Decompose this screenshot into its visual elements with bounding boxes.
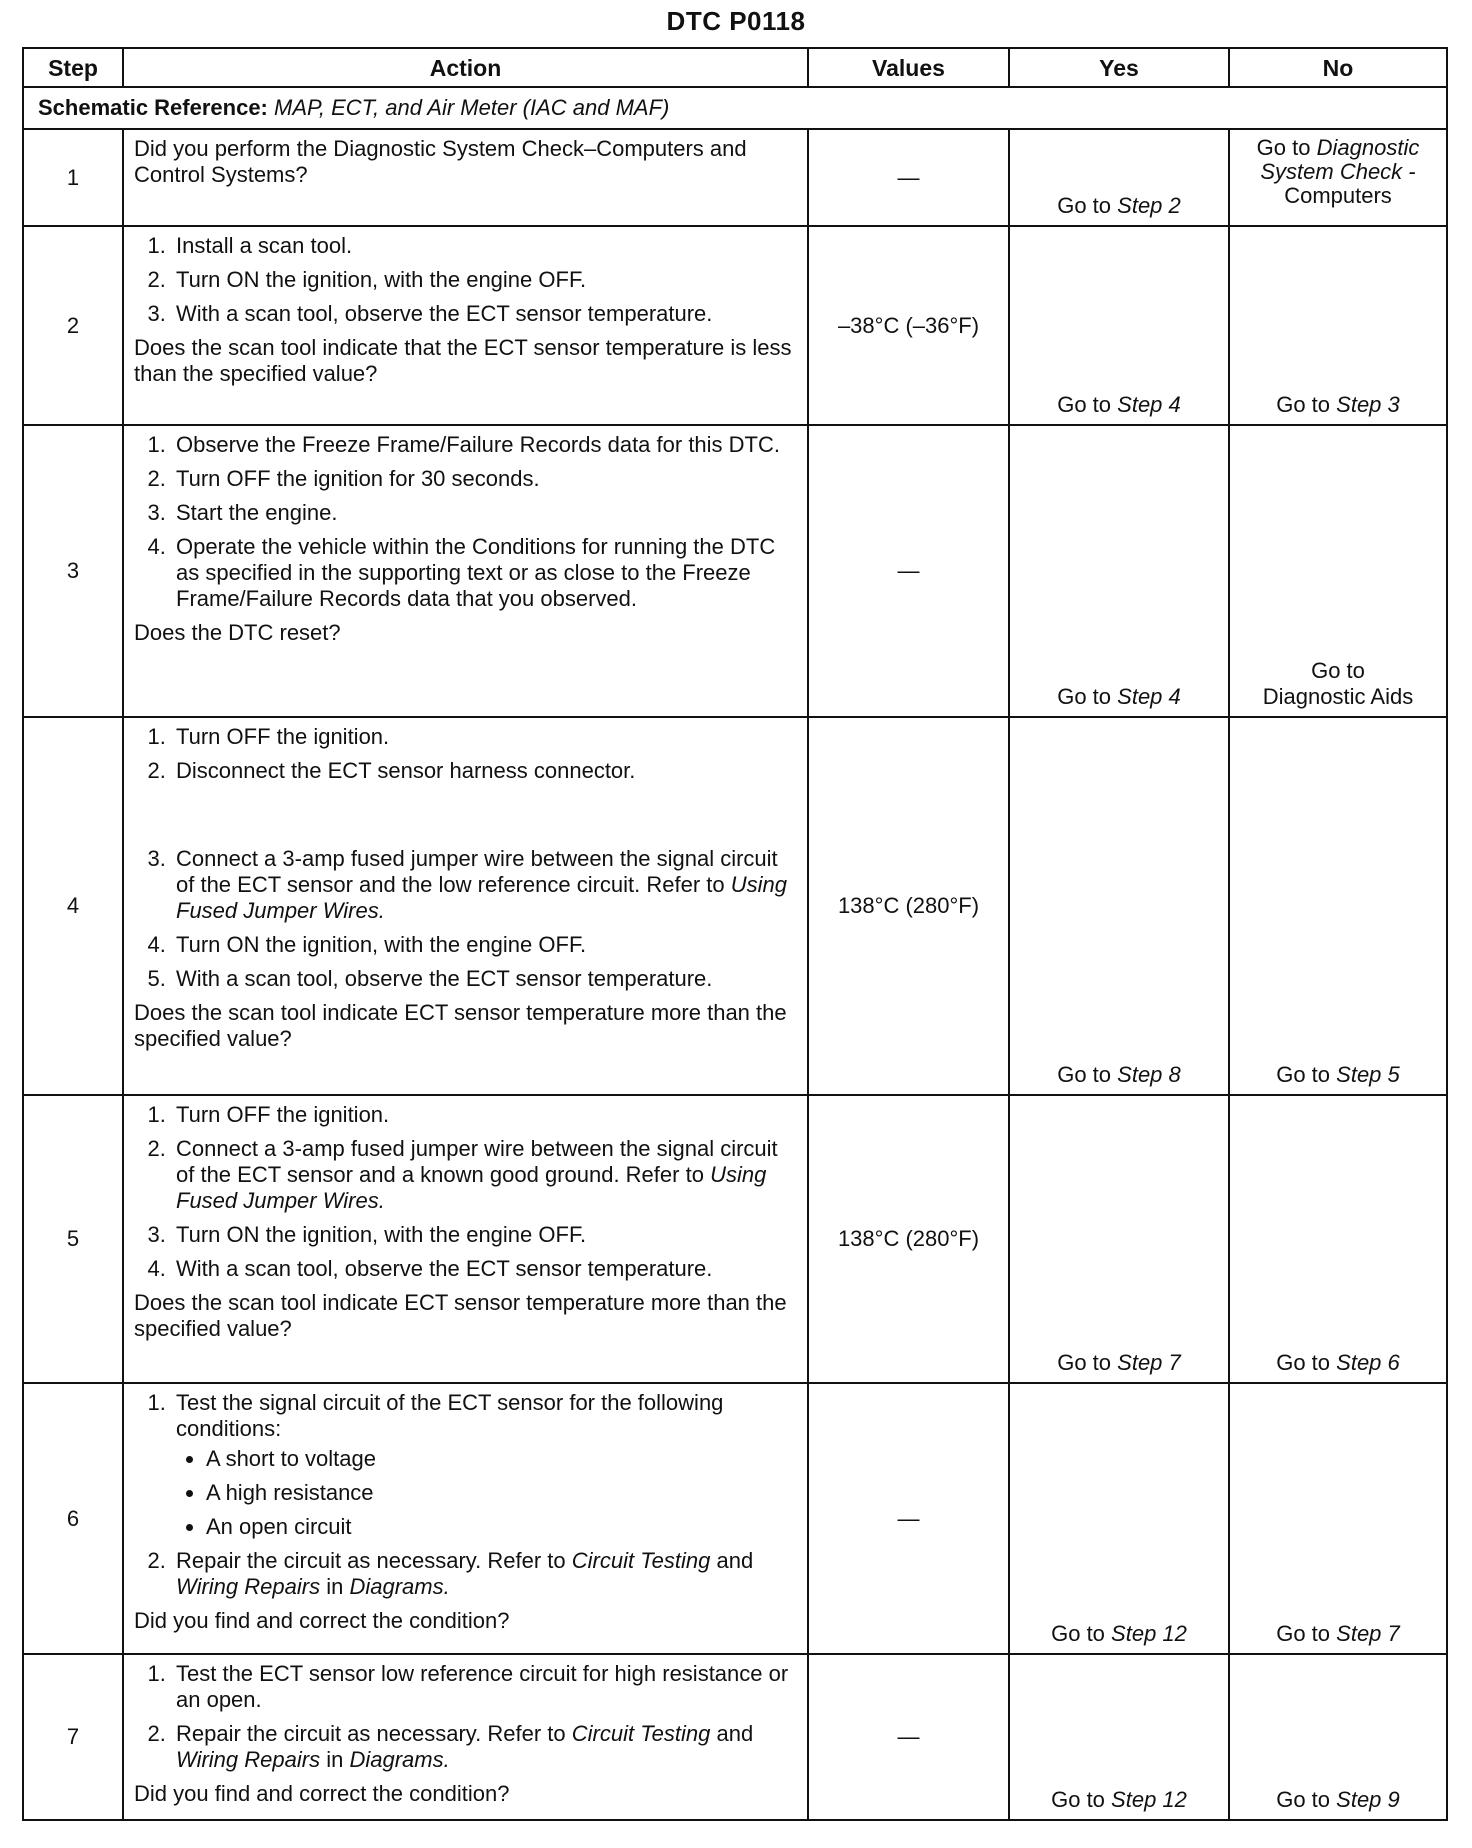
- action-item: 1. Observe the Freeze Frame/Failure Records data for this DTC.: [172, 432, 797, 458]
- action-cell: [123, 1654, 808, 1820]
- go-to-label: Go to: [1276, 1062, 1331, 1087]
- connector-text: in: [326, 1574, 344, 1599]
- question: Does the scan tool indicate that the ECT sensor temperature is less than the specified value?: [134, 335, 792, 386]
- value-cell: 138°C (280°F): [808, 1095, 1009, 1383]
- step-number: 1: [23, 129, 123, 226]
- schematic-reference-row: [23, 87, 1447, 129]
- action-item: 2. Turn OFF the ignition for 30 seconds.: [172, 466, 797, 492]
- action-item: 4. Operate the vehicle within the Conditions for running the DTC as specified in the supporting text or as close to the Freeze Frame/Failure Records data that you observed.: [172, 534, 797, 612]
- yes-link[interactable]: Step 4: [1117, 392, 1181, 417]
- yes-link[interactable]: Step 4: [1117, 684, 1181, 709]
- go-to-label: Go to: [1256, 135, 1311, 160]
- action-cell: [123, 425, 808, 717]
- no-link[interactable]: Step 3: [1336, 392, 1400, 417]
- connector-text: and: [716, 1548, 754, 1573]
- action-item: 3. Turn ON the ignition, with the engine OFF.: [172, 1222, 797, 1248]
- action-item: 5. With a scan tool, observe the ECT sensor temperature.: [172, 966, 797, 992]
- no-link[interactable]: Step 5: [1336, 1062, 1400, 1087]
- value-cell: —: [808, 1654, 1009, 1820]
- yes-cell: [1009, 1095, 1229, 1383]
- action-item: [172, 1390, 797, 1540]
- yes-link[interactable]: Step 2: [1117, 193, 1181, 218]
- no-cell: [1229, 425, 1447, 717]
- yes-cell: [1009, 1654, 1229, 1820]
- action-item: 4. With a scan tool, observe the ECT sensor temperature.: [172, 1256, 797, 1282]
- no-link[interactable]: Step 6: [1336, 1350, 1400, 1375]
- question: Does the scan tool indicate ECT sensor temperature more than the specified value?: [134, 1000, 787, 1051]
- go-to-label: Go to: [1276, 1787, 1331, 1812]
- go-to-label: Go to: [1051, 1787, 1105, 1812]
- action-steps: [134, 1390, 797, 1600]
- table-row: [23, 1095, 1447, 1383]
- action-item-with-ref: [172, 846, 797, 924]
- go-to-label: Go to: [1276, 1621, 1331, 1646]
- action-text: Connect a 3-amp fused jumper wire between the signal circuit of the ECT sensor and a known good ground. Refer to: [176, 1136, 778, 1187]
- action-item-with-ref: [172, 1548, 797, 1600]
- table-row: [23, 717, 1447, 1095]
- action-item: 4. Turn ON the ignition, with the engine OFF.: [172, 932, 797, 958]
- no-cell: [1229, 129, 1447, 226]
- no-cell: [1229, 717, 1447, 1095]
- go-to-label: Go to: [1276, 1350, 1331, 1375]
- yes-link[interactable]: Step 8: [1117, 1062, 1181, 1087]
- no-link[interactable]: Step 9: [1336, 1787, 1400, 1812]
- step-number: 6: [23, 1383, 123, 1654]
- connector-text: in: [326, 1747, 344, 1772]
- yes-link[interactable]: Step 12: [1111, 1787, 1187, 1812]
- page-title: DTC P0118: [666, 6, 806, 36]
- action-text: Connect a 3-amp fused jumper wire between the signal circuit of the ECT sensor and the low reference circuit. Refer to: [176, 846, 778, 897]
- action-item: 1. Turn OFF the ignition.: [172, 1102, 797, 1128]
- reference-link[interactable]: Using Fused Jumper Wires.: [176, 1162, 767, 1213]
- action-item-with-ref: [172, 1721, 797, 1773]
- action-cell: [123, 1095, 808, 1383]
- go-to-label: Go to: [1276, 392, 1331, 417]
- action-cell: [123, 717, 808, 1095]
- no-link[interactable]: Diagnostic Aids: [1262, 684, 1414, 709]
- condition-list: [176, 1446, 797, 1540]
- go-to-label: Go to: [1057, 1350, 1112, 1375]
- action-item: 1. Test the ECT sensor low reference circuit for high resistance or an open.: [172, 1661, 797, 1713]
- action-item: 1. Turn OFF the ignition.: [172, 724, 797, 750]
- table-row: [23, 226, 1447, 425]
- yes-link[interactable]: Step 7: [1117, 1350, 1181, 1375]
- value-cell: —: [808, 129, 1009, 226]
- action-steps: [134, 233, 797, 327]
- action-cell: [123, 1383, 808, 1654]
- step-number: 3: [23, 425, 123, 717]
- action-cell: [123, 129, 808, 226]
- diagrams-link[interactable]: Diagrams.: [349, 1747, 450, 1772]
- header-values: Values: [808, 48, 1009, 87]
- header-yes: Yes: [1009, 48, 1229, 87]
- step-number: 2: [23, 226, 123, 425]
- yes-link[interactable]: Step 12: [1111, 1621, 1187, 1646]
- header-row: [23, 48, 1447, 87]
- question: Did you find and correct the condition?: [134, 1781, 510, 1806]
- go-to-label: Go to: [1057, 392, 1112, 417]
- connector-text: and: [716, 1721, 754, 1746]
- value-cell: —: [808, 425, 1009, 717]
- no-link-extra[interactable]: Computers: [1284, 183, 1392, 208]
- yes-cell: [1009, 425, 1229, 717]
- table-row: [23, 425, 1447, 717]
- action-item: 3. With a scan tool, observe the ECT sensor temperature.: [172, 301, 797, 327]
- circuit-testing-link[interactable]: Circuit Testing: [571, 1548, 711, 1573]
- action-text: Repair the circuit as necessary. Refer to: [176, 1548, 566, 1573]
- action-item: 1. Install a scan tool.: [172, 233, 797, 259]
- condition-item: • A high resistance: [206, 1480, 797, 1506]
- circuit-testing-link[interactable]: Circuit Testing: [571, 1721, 711, 1746]
- no-link[interactable]: Step 7: [1336, 1621, 1400, 1646]
- table-row: [23, 129, 1447, 226]
- action-text: Test the signal circuit of the ECT sensor for the following conditions:: [176, 1390, 724, 1441]
- question: Does the DTC reset?: [134, 620, 341, 645]
- step-number: 4: [23, 717, 123, 1095]
- action-cell: [123, 226, 808, 425]
- question: Does the scan tool indicate ECT sensor temperature more than the specified value?: [134, 1290, 787, 1341]
- schematic-reference: [23, 87, 1447, 129]
- step-number: 5: [23, 1095, 123, 1383]
- value-cell: 138°C (280°F): [808, 717, 1009, 1095]
- go-to-label: Go to: [1051, 1621, 1105, 1646]
- condition-item: • A short to voltage: [206, 1446, 797, 1472]
- no-cell: [1229, 1095, 1447, 1383]
- reference-link[interactable]: Using Fused Jumper Wires.: [176, 872, 788, 923]
- no-cell: [1229, 1654, 1447, 1820]
- header-no: No: [1229, 48, 1447, 87]
- schematic-value: MAP, ECT, and Air Meter (IAC and MAF): [274, 95, 670, 120]
- no-link[interactable]: Diagnostic System Check -: [1260, 135, 1420, 184]
- table-row: [23, 1654, 1447, 1820]
- yes-cell: [1009, 129, 1229, 226]
- go-to-label: Go to: [1057, 684, 1112, 709]
- question: Did you find and correct the condition?: [134, 1608, 510, 1633]
- header-action: Action: [123, 48, 808, 87]
- wiring-repairs-link[interactable]: Wiring Repairs: [176, 1747, 321, 1772]
- action-item: 2. Turn ON the ignition, with the engine OFF.: [172, 267, 797, 293]
- diagrams-link[interactable]: Diagrams.: [349, 1574, 450, 1599]
- action-steps: [134, 1102, 797, 1282]
- no-cell: [1229, 226, 1447, 425]
- step-number: 7: [23, 1654, 123, 1820]
- action-item: 3. Start the engine.: [172, 500, 797, 526]
- go-to-label: Go to: [1057, 1062, 1112, 1087]
- action-item: 2. Disconnect the ECT sensor harness connector.: [172, 758, 797, 784]
- wiring-repairs-link[interactable]: Wiring Repairs: [176, 1574, 321, 1599]
- action-steps: [134, 724, 797, 992]
- yes-cell: [1009, 1383, 1229, 1654]
- go-to-label: Go to: [1311, 658, 1365, 683]
- action-steps: [134, 1661, 797, 1773]
- schematic-label: Schematic Reference:: [38, 95, 268, 120]
- question: Did you perform the Diagnostic System Check–Computers and Control Systems?: [134, 136, 747, 187]
- value-cell: –38°C (–36°F): [808, 226, 1009, 425]
- go-to-label: Go to: [1057, 193, 1112, 218]
- value-cell: —: [808, 1383, 1009, 1654]
- dtc-table: [22, 47, 1448, 1821]
- action-item-with-ref: [172, 1136, 797, 1214]
- header-step: Step: [23, 48, 123, 87]
- action-text: Repair the circuit as necessary. Refer to: [176, 1721, 566, 1746]
- table-row: [23, 1383, 1447, 1654]
- condition-item: • An open circuit: [206, 1514, 797, 1540]
- no-cell: [1229, 1383, 1447, 1654]
- action-steps: [134, 432, 797, 612]
- yes-cell: [1009, 717, 1229, 1095]
- yes-cell: [1009, 226, 1229, 425]
